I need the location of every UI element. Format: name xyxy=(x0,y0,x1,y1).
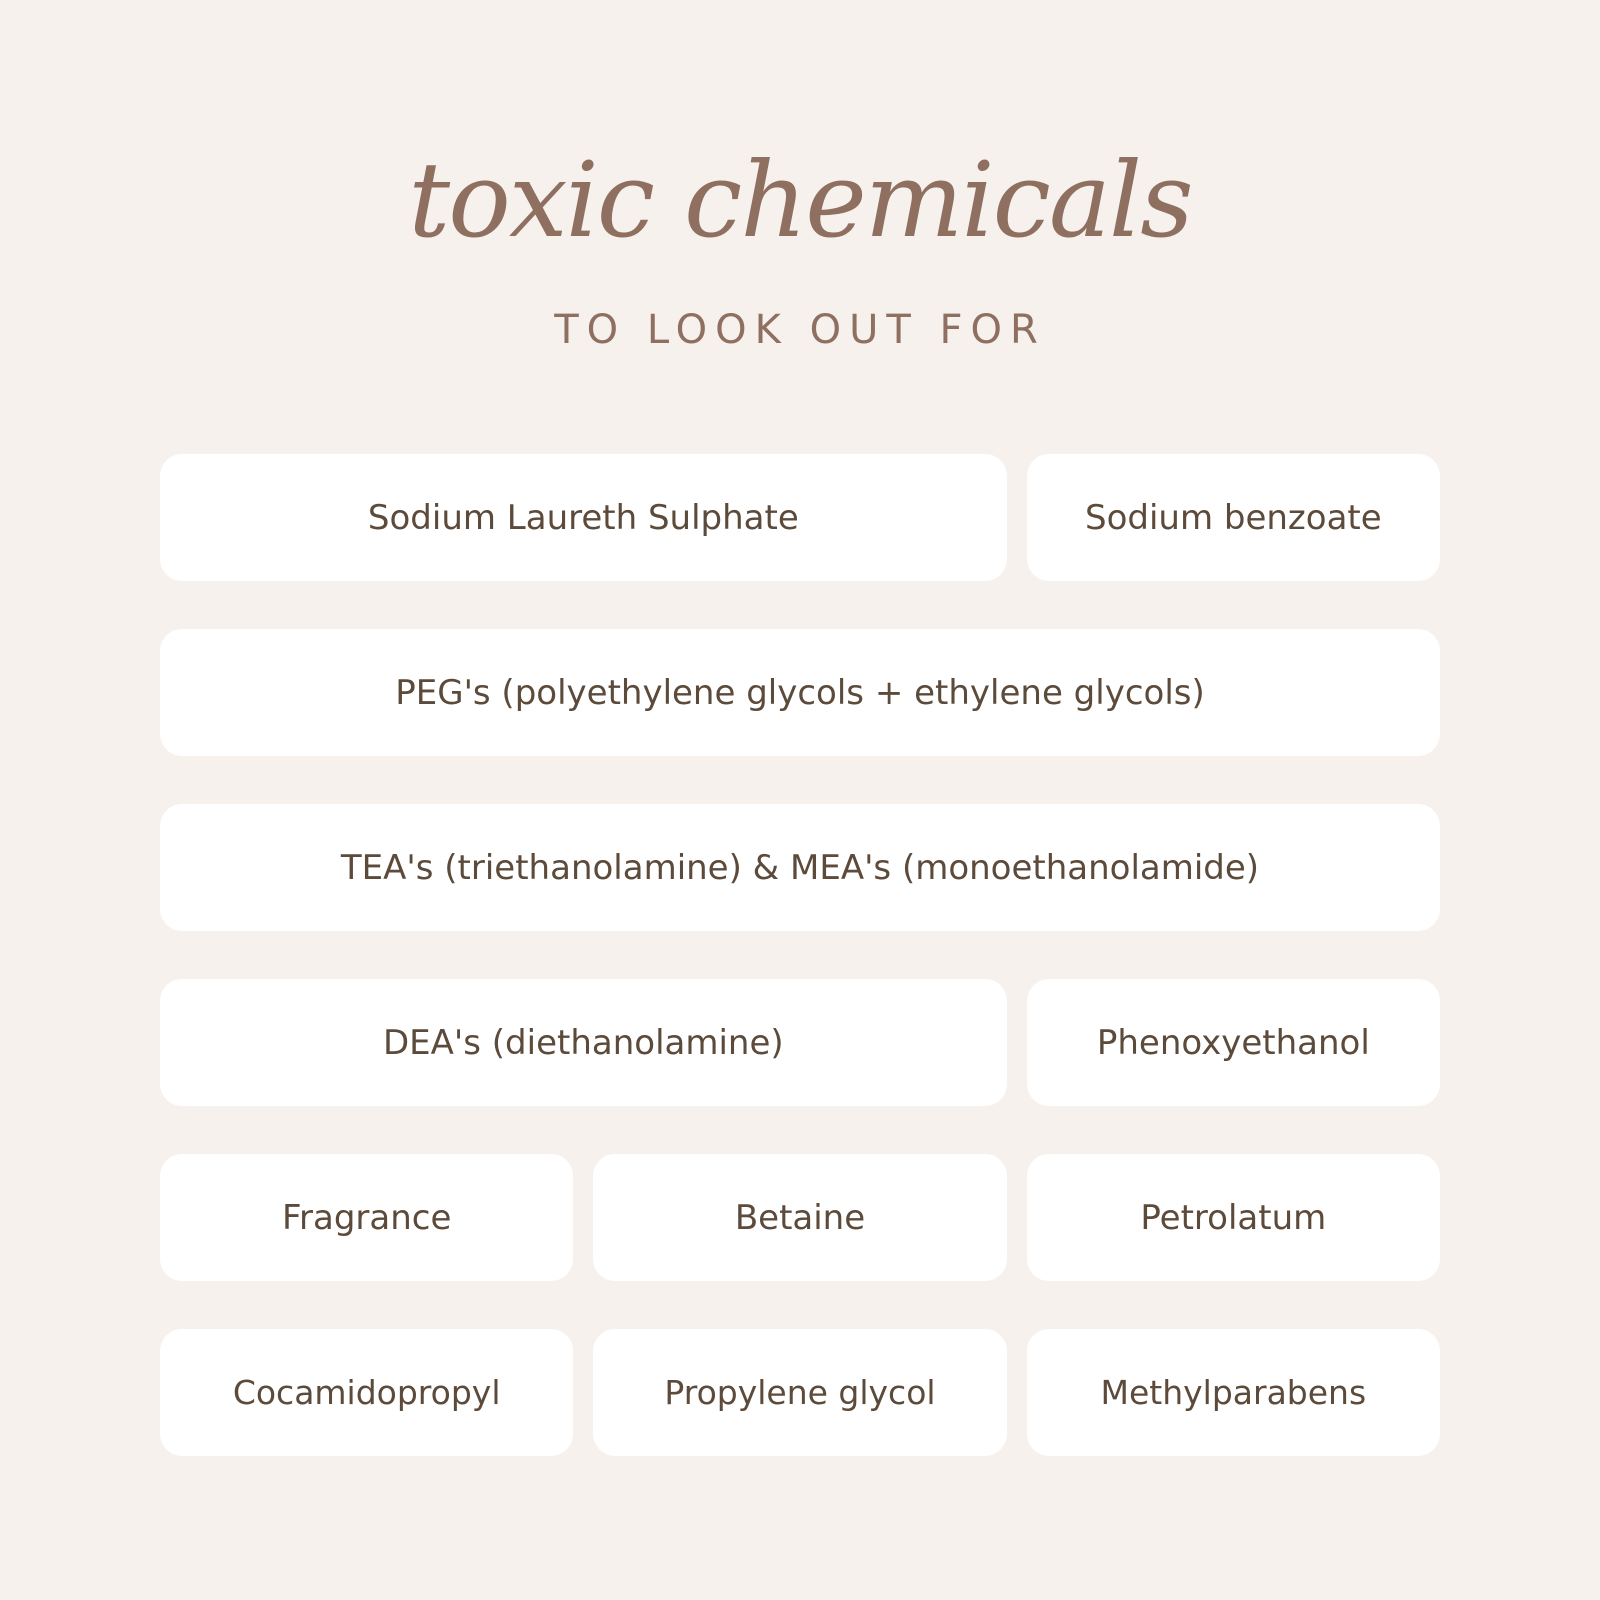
page-subtitle: TO LOOK OUT FOR xyxy=(554,307,1046,353)
chemical-card: Phenoxyethanol xyxy=(1027,979,1440,1106)
page-title: toxic chemicals xyxy=(408,139,1192,261)
chemical-card: Propylene glycol xyxy=(593,1329,1006,1456)
chemical-card: Betaine xyxy=(593,1154,1006,1281)
chemical-card: Sodium Laureth Sulphate xyxy=(160,454,1007,581)
chemical-card: Petrolatum xyxy=(1027,1154,1440,1281)
chemical-card: Fragrance xyxy=(160,1154,573,1281)
chemical-card: TEA's (triethanolamine) & MEA's (monoethanolamide) xyxy=(160,804,1440,931)
chemical-list xyxy=(160,454,1440,1456)
chemical-card: DEA's (diethanolamine) xyxy=(160,979,1007,1106)
chemical-card: Sodium benzoate xyxy=(1027,454,1440,581)
chemical-card: PEG's (polyethylene glycols + ethylene glycols) xyxy=(160,629,1440,756)
chemical-card: Cocamidopropyl xyxy=(160,1329,573,1456)
chemical-card: Methylparabens xyxy=(1027,1329,1440,1456)
